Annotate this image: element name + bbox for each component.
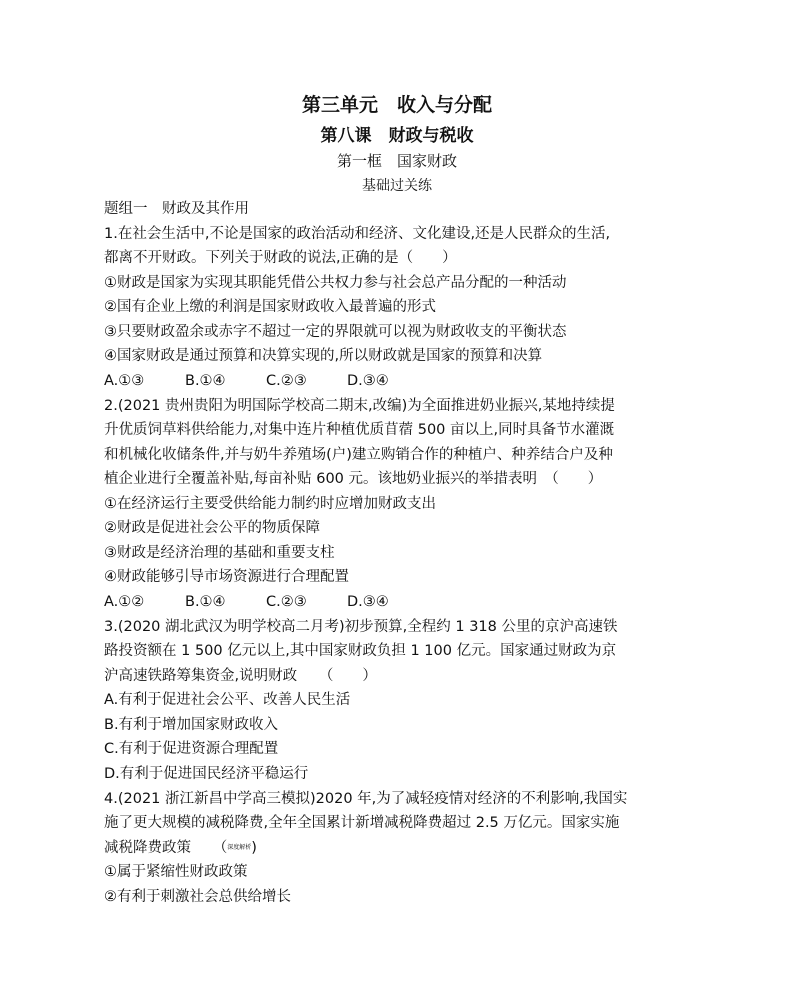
q2-option-c[interactable]: C.②③ — [266, 594, 307, 610]
q1-options — [104, 371, 428, 391]
q1-item-2: ②国有企业上缴的利润是国家财政收入最普遍的形式 — [104, 299, 436, 315]
q4-stem-tail: ) — [251, 840, 257, 856]
q1-item-1: ①财政是国家为实现其职能凭借公共权力参与社会总产品分配的一种活动 — [104, 275, 567, 291]
q2-item-2: ②财政是促进社会公平的物质保障 — [104, 520, 320, 536]
q2-stem-line-3: 和机械化收储条件,并与奶牛养殖场(户)建立购销合作的种植户、种养结合户及种 — [104, 447, 613, 463]
q3-option-b[interactable]: B.有利于增加国家财政收入 — [104, 717, 279, 733]
q4-analysis-note: 深度解析 — [227, 844, 252, 851]
q2-option-b[interactable]: B.①④ — [185, 594, 226, 610]
q2-item-3: ③财政是经济治理的基础和重要支柱 — [104, 545, 335, 561]
practice-title: 基础过关练 — [362, 178, 432, 194]
lesson-title: 第八课 财政与税收 — [320, 126, 474, 146]
q2-stem-line-4: 植企业进行全覆盖补贴,每亩补贴 600 元。该地奶业振兴的举措表明 （ ） — [104, 471, 603, 487]
q1-option-d[interactable]: D.③④ — [347, 373, 389, 389]
q4-stem-line-3 — [104, 838, 257, 858]
q1-stem-line-1: 1.在社会生活中,不论是国家的政治活动和经济、文化建设,还是人民群众的生活, — [104, 226, 611, 242]
q1-item-4: ④国家财政是通过预算和决算实现的,所以财政就是国家的预算和决算 — [104, 348, 543, 364]
unit-title: 第三单元 收入与分配 — [301, 94, 492, 116]
q1-option-a[interactable]: A.①③ — [104, 373, 145, 389]
q3-option-c[interactable]: C.有利于促进资源合理配置 — [104, 741, 279, 757]
q1-stem-line-2: 都离不开财政。下列关于财政的说法,正确的是（ ） — [104, 250, 457, 266]
q4-stem-line-2: 施了更大规模的减税降费,全年全国累计新增减税降费超过 2.5 万亿元。国家实施 — [104, 815, 620, 831]
q1-item-3: ③只要财政盈余或赤字不超过一定的界限就可以视为财政收支的平衡状态 — [104, 324, 567, 340]
section-title: 第一框 国家财政 — [336, 152, 457, 170]
q4-stem-line-1: 4.(2021 浙江新昌中学高三模拟)2020 年,为了减轻疫情对经济的不利影响,我国实 — [104, 791, 628, 807]
q4-item-2: ②有利于刺激社会总供给增长 — [104, 889, 291, 905]
q2-option-a[interactable]: A.①② — [104, 594, 145, 610]
q2-item-4: ④财政能够引导市场资源进行合理配置 — [104, 569, 349, 585]
q2-item-1: ①在经济运行主要受供给能力制约时应增加财政支出 — [104, 496, 436, 512]
q1-option-b[interactable]: B.①④ — [185, 373, 226, 389]
q3-option-d[interactable]: D.有利于促进国民经济平稳运行 — [104, 766, 309, 782]
q4-item-1: ①属于紧缩性财政政策 — [104, 864, 248, 880]
q2-options — [104, 592, 428, 612]
q2-stem-line-2: 升优质饲草料供给能力,对集中连片种植优质苜蓿 500 亩以上,同时具备节水灌溉 — [104, 422, 615, 438]
q1-option-c[interactable]: C.②③ — [266, 373, 307, 389]
q4-stem-line-3-text: 减税降费政策 （ — [104, 840, 228, 856]
q3-option-a[interactable]: A.有利于促进社会公平、改善人民生活 — [104, 692, 351, 708]
q3-stem-line-2: 路投资额在 1 500 亿元以上,其中国家财政负担 1 100 亿元。国家通过财政为京 — [104, 643, 617, 659]
q3-stem-line-3: 沪高速铁路筹集资金,说明财政 （ ） — [104, 668, 377, 684]
group1-title: 题组一 财政及其作用 — [104, 201, 249, 217]
q2-option-d[interactable]: D.③④ — [347, 594, 389, 610]
q3-stem-line-1: 3.(2020 湖北武汉为明学校高二月考)初步预算,全程约 1 318 公里的京沪高速铁 — [104, 619, 618, 635]
q2-stem-line-1: 2.(2021 贵州贵阳为明国际学校高二期末,改编)为全面推进奶业振兴,某地持续提 — [104, 398, 615, 414]
